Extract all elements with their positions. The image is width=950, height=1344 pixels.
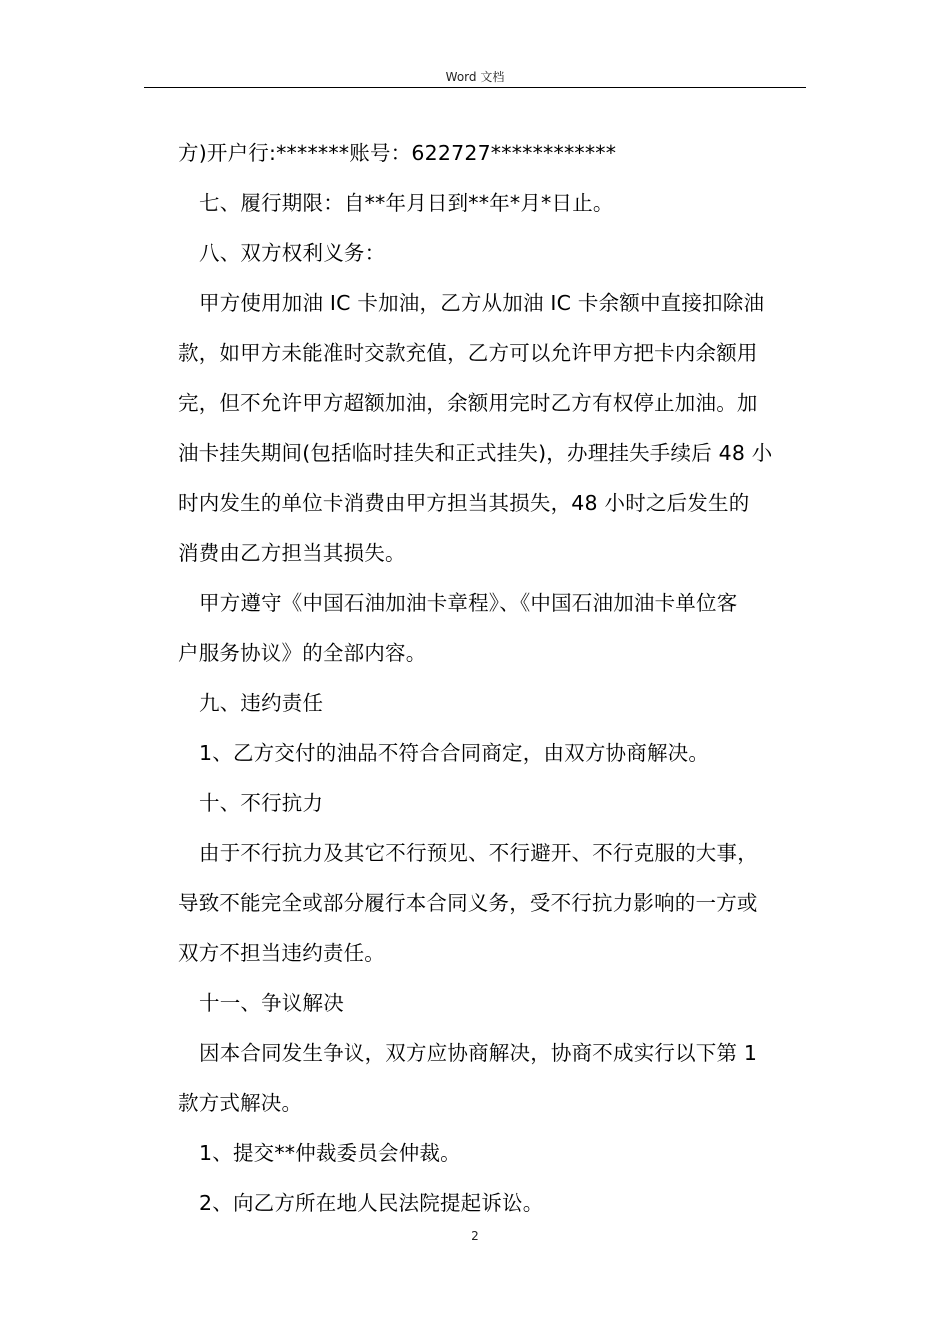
text-line: 方)开户行:*******账号：622727************ bbox=[178, 141, 617, 165]
document-body bbox=[178, 128, 808, 1228]
text-line: 由于不行抗力及其它不行预见、不行避开、不行克服的大事， bbox=[199, 841, 758, 865]
text-line: 因本合同发生争议，双方应协商解决，协商不成实行以下第 1 bbox=[199, 1041, 758, 1065]
text-line: 完，但不允许甲方超额加油，余额用完时乙方有权停止加油。加 bbox=[178, 391, 758, 415]
page-number: 2 bbox=[471, 1229, 479, 1243]
text-line: 导致不能完全或部分履行本合同义务，受不行抗力影响的一方或 bbox=[178, 891, 758, 915]
text-line: 七、履行期限：自**年月日到**年*月*日止。 bbox=[199, 191, 614, 215]
text-line: 款方式解决。 bbox=[178, 1091, 303, 1115]
text-line: 2、向乙方所在地人民法院提起诉讼。 bbox=[199, 1191, 544, 1215]
text-line: 八、双方权利义务： bbox=[199, 241, 386, 265]
text-line: 时内发生的单位卡消费由甲方担当其损失，48 小时之后发生的 bbox=[178, 491, 750, 515]
text-line: 九、违约责任 bbox=[199, 691, 324, 715]
text-line: 款，如甲方未能准时交款充值，乙方可以允许甲方把卡内余额用 bbox=[178, 341, 758, 365]
text-line: 1、乙方交付的油品不符合合同商定，由双方协商解决。 bbox=[199, 741, 710, 765]
text-line: 消费由乙方担当其损失。 bbox=[178, 541, 406, 565]
text-line: 十、不行抗力 bbox=[199, 791, 324, 815]
text-line: 户服务协议》的全部内容。 bbox=[178, 641, 427, 665]
text-line: 1、提交**仲裁委员会仲裁。 bbox=[199, 1141, 461, 1165]
page-header: Word 文档 bbox=[445, 70, 505, 84]
text-line: 双方不担当违约责任。 bbox=[178, 941, 385, 965]
text-line: 油卡挂失期间(包括临时挂失和正式挂失)，办理挂失手续后 48 小 bbox=[178, 441, 773, 465]
text-line: 甲方使用加油 IC 卡加油，乙方从加油 IC 卡余额中直接扣除油 bbox=[199, 291, 765, 315]
header-rule bbox=[144, 87, 806, 88]
text-line: 十一、争议解决 bbox=[199, 991, 344, 1015]
text-line: 甲方遵守《中国石油加油卡章程》、《中国石油加油卡单位客 bbox=[199, 591, 738, 615]
